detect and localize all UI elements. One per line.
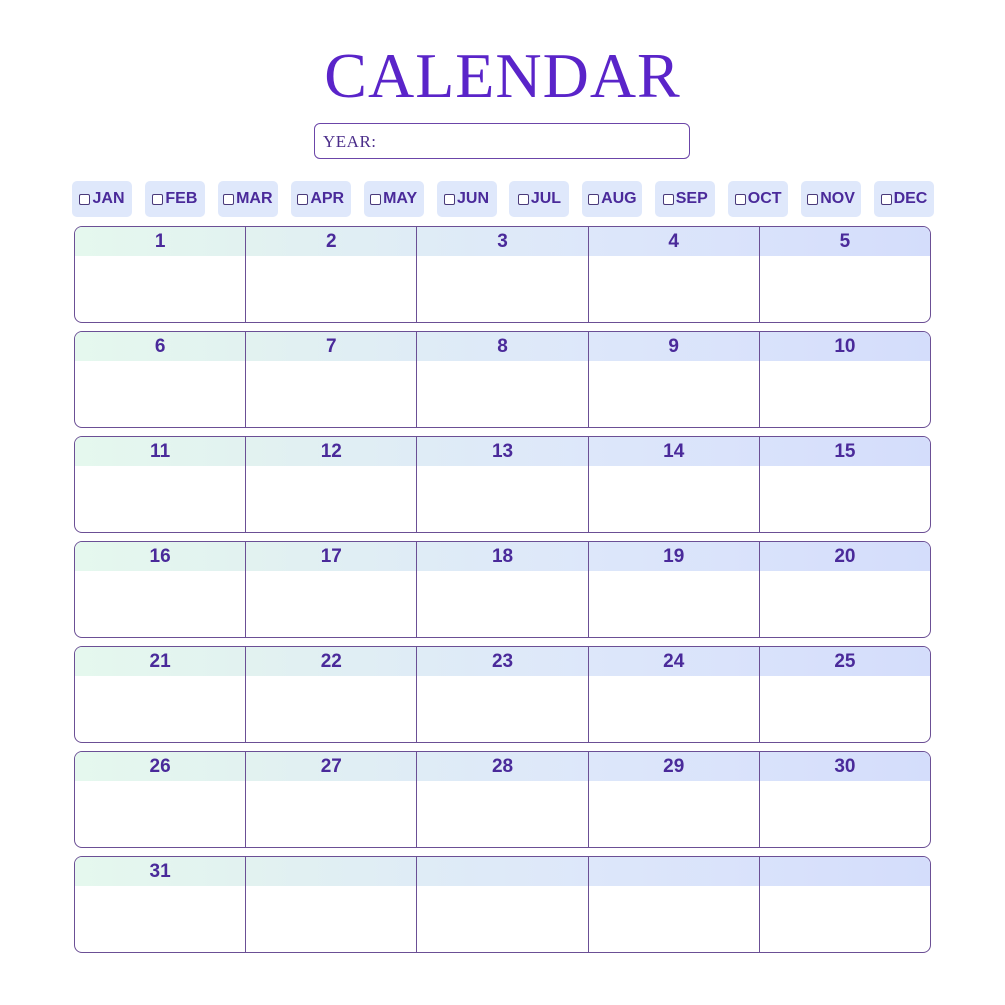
month-label: JUL	[530, 190, 562, 207]
day-cell[interactable]	[589, 542, 760, 637]
day-number: 5	[760, 227, 930, 256]
day-cell[interactable]	[589, 437, 760, 532]
day-cell[interactable]	[589, 227, 760, 322]
day-number: 6	[75, 332, 245, 361]
week-row	[74, 856, 931, 953]
day-cell[interactable]	[417, 647, 588, 742]
month-checkbox[interactable]	[807, 194, 818, 205]
month-label: APR	[310, 190, 345, 207]
month-checkbox[interactable]	[223, 194, 234, 205]
month-checkbox[interactable]	[735, 194, 746, 205]
day-cell[interactable]	[246, 857, 417, 952]
week-row	[74, 226, 931, 323]
day-number: 8	[417, 332, 587, 361]
week-row	[74, 436, 931, 533]
week-row	[74, 331, 931, 428]
day-number: 2	[246, 227, 416, 256]
day-number: 7	[246, 332, 416, 361]
month-chip-sep[interactable]	[655, 181, 715, 217]
day-number: 26	[75, 752, 245, 781]
day-number: 4	[589, 227, 759, 256]
day-number: 28	[417, 752, 587, 781]
month-checkbox[interactable]	[881, 194, 892, 205]
day-number: 19	[589, 542, 759, 571]
day-number: 15	[760, 437, 930, 466]
month-chip-jan[interactable]	[72, 181, 132, 217]
day-number: 24	[589, 647, 759, 676]
day-number: 17	[246, 542, 416, 571]
day-cell[interactable]	[75, 437, 246, 532]
day-cell[interactable]	[417, 227, 588, 322]
day-cell[interactable]	[760, 752, 930, 847]
day-cell[interactable]	[246, 752, 417, 847]
day-number: 21	[75, 647, 245, 676]
day-number: 1	[75, 227, 245, 256]
day-number: 9	[589, 332, 759, 361]
day-cell[interactable]	[417, 332, 588, 427]
day-cell[interactable]	[246, 542, 417, 637]
day-cell[interactable]	[589, 647, 760, 742]
day-number: 30	[760, 752, 930, 781]
week-row	[74, 751, 931, 848]
day-cell[interactable]	[760, 227, 930, 322]
month-chip-feb[interactable]	[145, 181, 205, 217]
month-label: OCT	[747, 190, 782, 207]
day-cell[interactable]	[75, 227, 246, 322]
month-selector	[72, 181, 934, 217]
day-number	[246, 857, 416, 886]
month-label: MAR	[236, 190, 273, 207]
day-number: 25	[760, 647, 930, 676]
month-chip-jul[interactable]	[509, 181, 569, 217]
day-cell[interactable]	[75, 752, 246, 847]
month-checkbox[interactable]	[588, 194, 599, 205]
day-number	[589, 857, 759, 886]
day-cell[interactable]	[589, 752, 760, 847]
day-number: 14	[589, 437, 759, 466]
day-cell[interactable]	[246, 437, 417, 532]
day-cell[interactable]	[760, 542, 930, 637]
month-label: NOV	[820, 190, 855, 207]
year-field[interactable]	[314, 123, 690, 159]
month-label: SEP	[675, 190, 708, 207]
day-number: 16	[75, 542, 245, 571]
day-number: 13	[417, 437, 587, 466]
month-label: FEB	[165, 190, 198, 207]
week-row	[74, 646, 931, 743]
day-number	[417, 857, 587, 886]
month-checkbox[interactable]	[297, 194, 308, 205]
day-number: 31	[75, 857, 245, 886]
day-cell[interactable]	[417, 857, 588, 952]
month-checkbox[interactable]	[518, 194, 529, 205]
day-cell[interactable]	[417, 542, 588, 637]
day-cell[interactable]	[589, 332, 760, 427]
day-number: 22	[246, 647, 416, 676]
month-label: JAN	[92, 190, 125, 207]
month-chip-apr[interactable]	[291, 181, 351, 217]
day-number: 18	[417, 542, 587, 571]
day-number: 29	[589, 752, 759, 781]
month-chip-mar[interactable]	[218, 181, 278, 217]
day-cell[interactable]	[760, 332, 930, 427]
day-number: 27	[246, 752, 416, 781]
day-cell[interactable]	[417, 752, 588, 847]
month-chip-may[interactable]	[364, 181, 424, 217]
month-checkbox[interactable]	[152, 194, 163, 205]
day-number: 20	[760, 542, 930, 571]
month-chip-aug[interactable]	[582, 181, 642, 217]
month-checkbox[interactable]	[444, 194, 455, 205]
month-checkbox[interactable]	[79, 194, 90, 205]
week-row	[74, 541, 931, 638]
year-label: YEAR:	[323, 132, 377, 151]
day-cell[interactable]	[75, 647, 246, 742]
day-cell[interactable]	[760, 647, 930, 742]
month-label: AUG	[601, 190, 637, 207]
day-cell[interactable]	[589, 857, 760, 952]
day-number: 3	[417, 227, 587, 256]
day-number: 12	[246, 437, 416, 466]
day-cell[interactable]	[760, 437, 930, 532]
page-title: CALENDAR	[324, 40, 681, 111]
day-cell[interactable]	[246, 647, 417, 742]
day-number: 10	[760, 332, 930, 361]
day-number	[760, 857, 930, 886]
day-number: 23	[417, 647, 587, 676]
month-chip-jun[interactable]	[437, 181, 497, 217]
calendar-grid	[74, 226, 931, 961]
day-cell[interactable]	[75, 332, 246, 427]
day-cell[interactable]	[417, 437, 588, 532]
month-checkbox[interactable]	[663, 194, 674, 205]
day-cell[interactable]	[75, 542, 246, 637]
month-chip-dec[interactable]	[874, 181, 934, 217]
day-cell[interactable]	[246, 227, 417, 322]
day-cell[interactable]	[246, 332, 417, 427]
month-label: JUN	[457, 190, 490, 207]
month-checkbox[interactable]	[370, 194, 381, 205]
month-chip-oct[interactable]	[728, 181, 788, 217]
month-label: MAY	[383, 190, 418, 207]
day-cell[interactable]	[760, 857, 930, 952]
day-cell[interactable]	[75, 857, 246, 952]
month-chip-nov[interactable]	[801, 181, 861, 217]
month-label: DEC	[893, 190, 928, 207]
day-number: 11	[75, 437, 245, 466]
